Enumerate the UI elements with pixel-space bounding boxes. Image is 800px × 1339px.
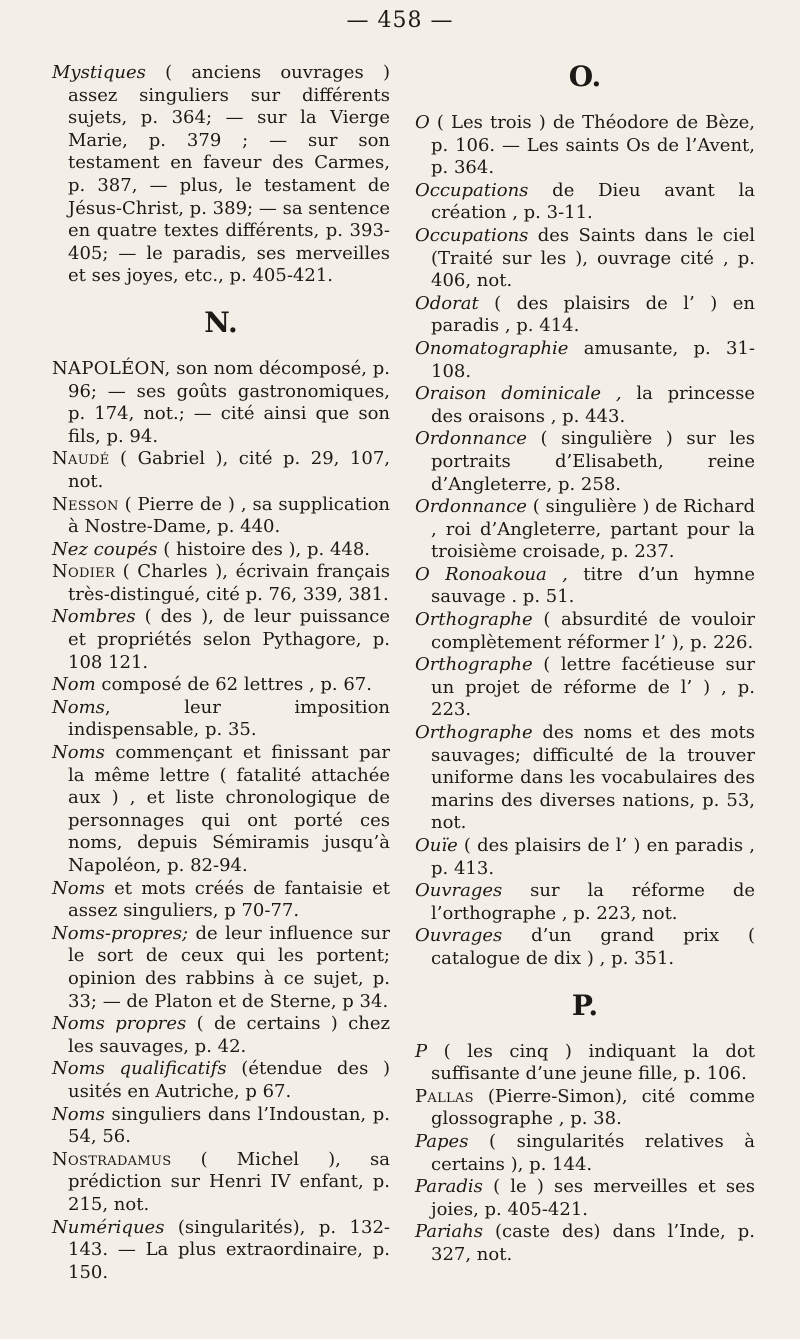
entry-headword: Onomatographie — [415, 337, 569, 359]
index-entry — [52, 1104, 390, 1149]
entry-text: de Dieu avant la création , p. 3-11. — [431, 179, 755, 224]
entry-headword: Occupations — [415, 224, 529, 246]
entry-text: ( histoire des ), p. 448. — [157, 538, 371, 560]
entry-text: (Pierre-Simon), cité comme glossographe , p. 38. — [431, 1085, 755, 1130]
entry-text: ( des plaisirs de l’ ) en paradis , p. 414. — [431, 292, 755, 337]
index-entry — [415, 1041, 755, 1086]
index-entry — [52, 742, 390, 878]
index-entry — [415, 112, 755, 180]
entry-headword: Pallas — [415, 1085, 474, 1107]
entry-headword: Nombres — [52, 606, 136, 628]
entries-p — [415, 1041, 755, 1267]
index-entry — [415, 722, 755, 835]
entry-headword: Oraison dominicale , — [415, 383, 622, 405]
entry-headword: Nodier — [52, 561, 116, 583]
entry-headword: Ouïe — [415, 835, 458, 856]
entry-headword: Nesson — [52, 493, 119, 515]
index-entry — [415, 1176, 755, 1221]
index-entry — [415, 1221, 755, 1266]
entry-text: ( les cinq ) indiquant la dot suffisante d’une jeune fille, p. 106. — [427, 1040, 755, 1085]
entry-text: commençant et finissant par la même lettre ( fatalité attachée aux ) , et liste chronologique de personnages qui ont porté ces noms, depuis Sémiramis jusqu’à Napoléon, p. 82-94. — [68, 742, 390, 876]
index-entry — [52, 878, 390, 923]
entry-headword: Naudé — [52, 448, 110, 470]
entry-text: , leur imposition indispensable, p. 35. — [68, 696, 390, 741]
entry-headword: NAPOLÉON, — [52, 357, 171, 379]
entry-headword: Ordonnance — [415, 428, 527, 450]
entry-headword: Noms — [52, 742, 105, 764]
entry-headword: Noms qualificatifs — [52, 1058, 227, 1080]
entry-headword: Papes — [415, 1130, 469, 1152]
entry-text: ( Gabriel ), cité p. 29, 107, not. — [68, 448, 390, 492]
entry-text: ( de certains ) chez les sauvages, p. 42. — [68, 1013, 390, 1057]
index-entry — [415, 564, 755, 609]
index-entry — [415, 925, 755, 970]
entry-headword: Noms — [52, 696, 105, 718]
entry-text: ( lettre facétieuse sur un projet de réforme de l’ ) , p. 223. — [431, 654, 755, 721]
entry-text: ( singulière ) sur les portraits d’Elisabeth, reine d’Angleterre, p. 258. — [431, 428, 755, 495]
entry-text: son nom décomposé, p. 96; — ses goûts gastronomiques, p. 174, not.; — cité ainsi que son fils, p. 94. — [68, 357, 390, 447]
entry-headword: P — [415, 1040, 428, 1062]
index-entry — [415, 383, 755, 428]
index-entry — [415, 1086, 755, 1131]
entry-text: ( anciens ouvrages ) assez singuliers sur différents sujets, p. 364; — sur la Vierge Marie, p. 379 ; — sur son testament en faveur des Carmes, p. 387, — plus, le testament de Jésus-Christ, p. 389; — sa sentence en quatre textes différents, p. 393-405; — le paradis, ses merveilles et ses joyes, etc., p. 405-421. — [68, 62, 390, 287]
index-entry — [415, 338, 755, 383]
entry-text: titre d’un hymne sauvage . p. 51. — [431, 563, 756, 608]
entry-text: ( singulière ) de Richard , roi d’Angleterre, partant pour la troisième croisade, p. 237. — [431, 496, 755, 563]
index-entry — [52, 606, 390, 674]
entries-o — [415, 112, 755, 971]
entry-headword: Orthographe — [415, 654, 533, 676]
entry-text: amusante, p. 31-108. — [431, 337, 755, 382]
entry-headword: Noms — [52, 1103, 105, 1125]
index-entry — [415, 880, 755, 925]
index-entry — [415, 1131, 755, 1176]
index-entry — [415, 609, 755, 654]
letter-heading-n: N. — [204, 305, 238, 339]
index-entry — [52, 697, 390, 742]
entry-headword: Nez coupés — [52, 538, 158, 560]
entry-headword: Noms — [52, 877, 105, 899]
entry-text: composé de 62 lettres , p. 67. — [95, 674, 372, 696]
entry-headword: Noms-propres; — [52, 922, 189, 944]
entry-headword: Ordonnance — [415, 496, 527, 518]
entry-text: ( des plaisirs de l’ ) en paradis , p. 413. — [431, 835, 755, 879]
entry-headword: O Ronoakoua , — [415, 563, 568, 585]
index-entry — [52, 1217, 390, 1285]
page-number: — 458 — — [346, 8, 454, 33]
index-entry — [52, 358, 390, 448]
entry-text: sur la réforme de l’orthographe , p. 223, not. — [431, 880, 755, 924]
entry-headword: Occupations — [415, 179, 529, 201]
letter-heading-o: O. — [568, 60, 602, 93]
index-entry — [415, 428, 755, 496]
entry-text: des Saints dans le ciel (Traité sur les ), ouvrage cité , p. 406, not. — [431, 224, 755, 292]
index-entry — [52, 674, 390, 697]
entry-text: de leur influence sur le sort de ceux qui les portent; opinion des rabbins à ce sujet, p. 33; — de Platon et de Sterne, p 34. — [68, 922, 390, 1012]
entry-headword: O — [415, 112, 430, 133]
entries-m — [52, 62, 390, 288]
entry-text: ( des ), de leur puissance et propriétés selon Pythagore, p. 108 121. — [68, 606, 390, 673]
index-entry — [415, 496, 755, 564]
index-entry — [415, 293, 755, 338]
entry-text: ( le ) ses merveilles et ses joies, p. 405-421. — [431, 1176, 755, 1220]
entry-headword: Orthographe — [415, 609, 533, 631]
entry-headword: Numériques — [52, 1216, 165, 1238]
entry-headword: Ouvrages — [415, 925, 503, 947]
entry-text: ( singularités relatives à certains ), p. 144. — [431, 1130, 755, 1175]
index-entry — [415, 180, 755, 225]
entries-n — [52, 358, 390, 1284]
index-entry — [52, 561, 390, 606]
entry-text: et mots créés de fantaisie et assez singuliers, p 70-77. — [68, 877, 390, 922]
index-entry — [52, 923, 390, 1013]
entry-text: ( absurdité de vouloir complètement réformer l’ ), p. 226. — [431, 609, 755, 653]
entry-headword: Orthographe — [415, 722, 533, 744]
entry-headword: Odorat — [415, 292, 479, 314]
entry-text: (caste des) dans l’Inde, p. 327, not. — [431, 1221, 755, 1265]
entry-headword: Noms propres — [52, 1013, 187, 1035]
letter-heading-p: P. — [571, 988, 599, 1022]
entry-text: (singularités), p. 132-143. — La plus extraordinaire, p. 150. — [68, 1216, 390, 1283]
index-entry — [415, 835, 755, 880]
entry-text: d’un grand prix ( catalogue de dix ) , p. 351. — [431, 925, 755, 969]
left-column — [52, 62, 390, 1284]
entry-headword: Nom — [52, 674, 96, 696]
entry-text: ( Les trois ) de Théodore de Bèze, p. 106. — Les saints Os de l’Avent, p. 364. — [429, 112, 755, 179]
entry-text: des noms et des mots sauvages; difficulté de la trouver uniforme dans les vocabulaires des marins des diverses nations, p. 53, not. — [431, 722, 755, 834]
index-entry — [52, 1149, 390, 1217]
entry-text: ( Michel ), sa prédiction sur Henri IV enfant, p. 215, not. — [68, 1148, 390, 1215]
index-entry — [52, 1058, 390, 1103]
entry-text: singuliers dans l’Indoustan, p. 54, 56. — [68, 1103, 390, 1148]
entry-headword: Mystiques — [52, 62, 146, 83]
entry-text: ( Pierre de ) , sa supplication à Nostre-Dame, p. 440. — [68, 493, 390, 538]
index-entry — [52, 62, 390, 288]
entry-text: la princesse des oraisons , p. 443. — [431, 383, 755, 427]
index-entry — [415, 654, 755, 722]
index-entry — [52, 539, 390, 562]
index-entry — [52, 448, 390, 493]
right-column — [415, 62, 755, 1267]
entry-text: (étendue des ) usités en Autriche, p 67. — [68, 1058, 390, 1102]
index-entry — [52, 1013, 390, 1058]
entry-headword: Paradis — [415, 1176, 483, 1198]
index-entry — [415, 225, 755, 293]
entry-headword: Ouvrages — [415, 880, 503, 902]
entry-headword: Pariahs — [415, 1221, 483, 1243]
entry-text: ( Charles ), écrivain français très-distingué, cité p. 76, 339, 381. — [68, 561, 390, 605]
index-entry — [52, 494, 390, 539]
entry-headword: Nostradamus — [52, 1148, 172, 1170]
